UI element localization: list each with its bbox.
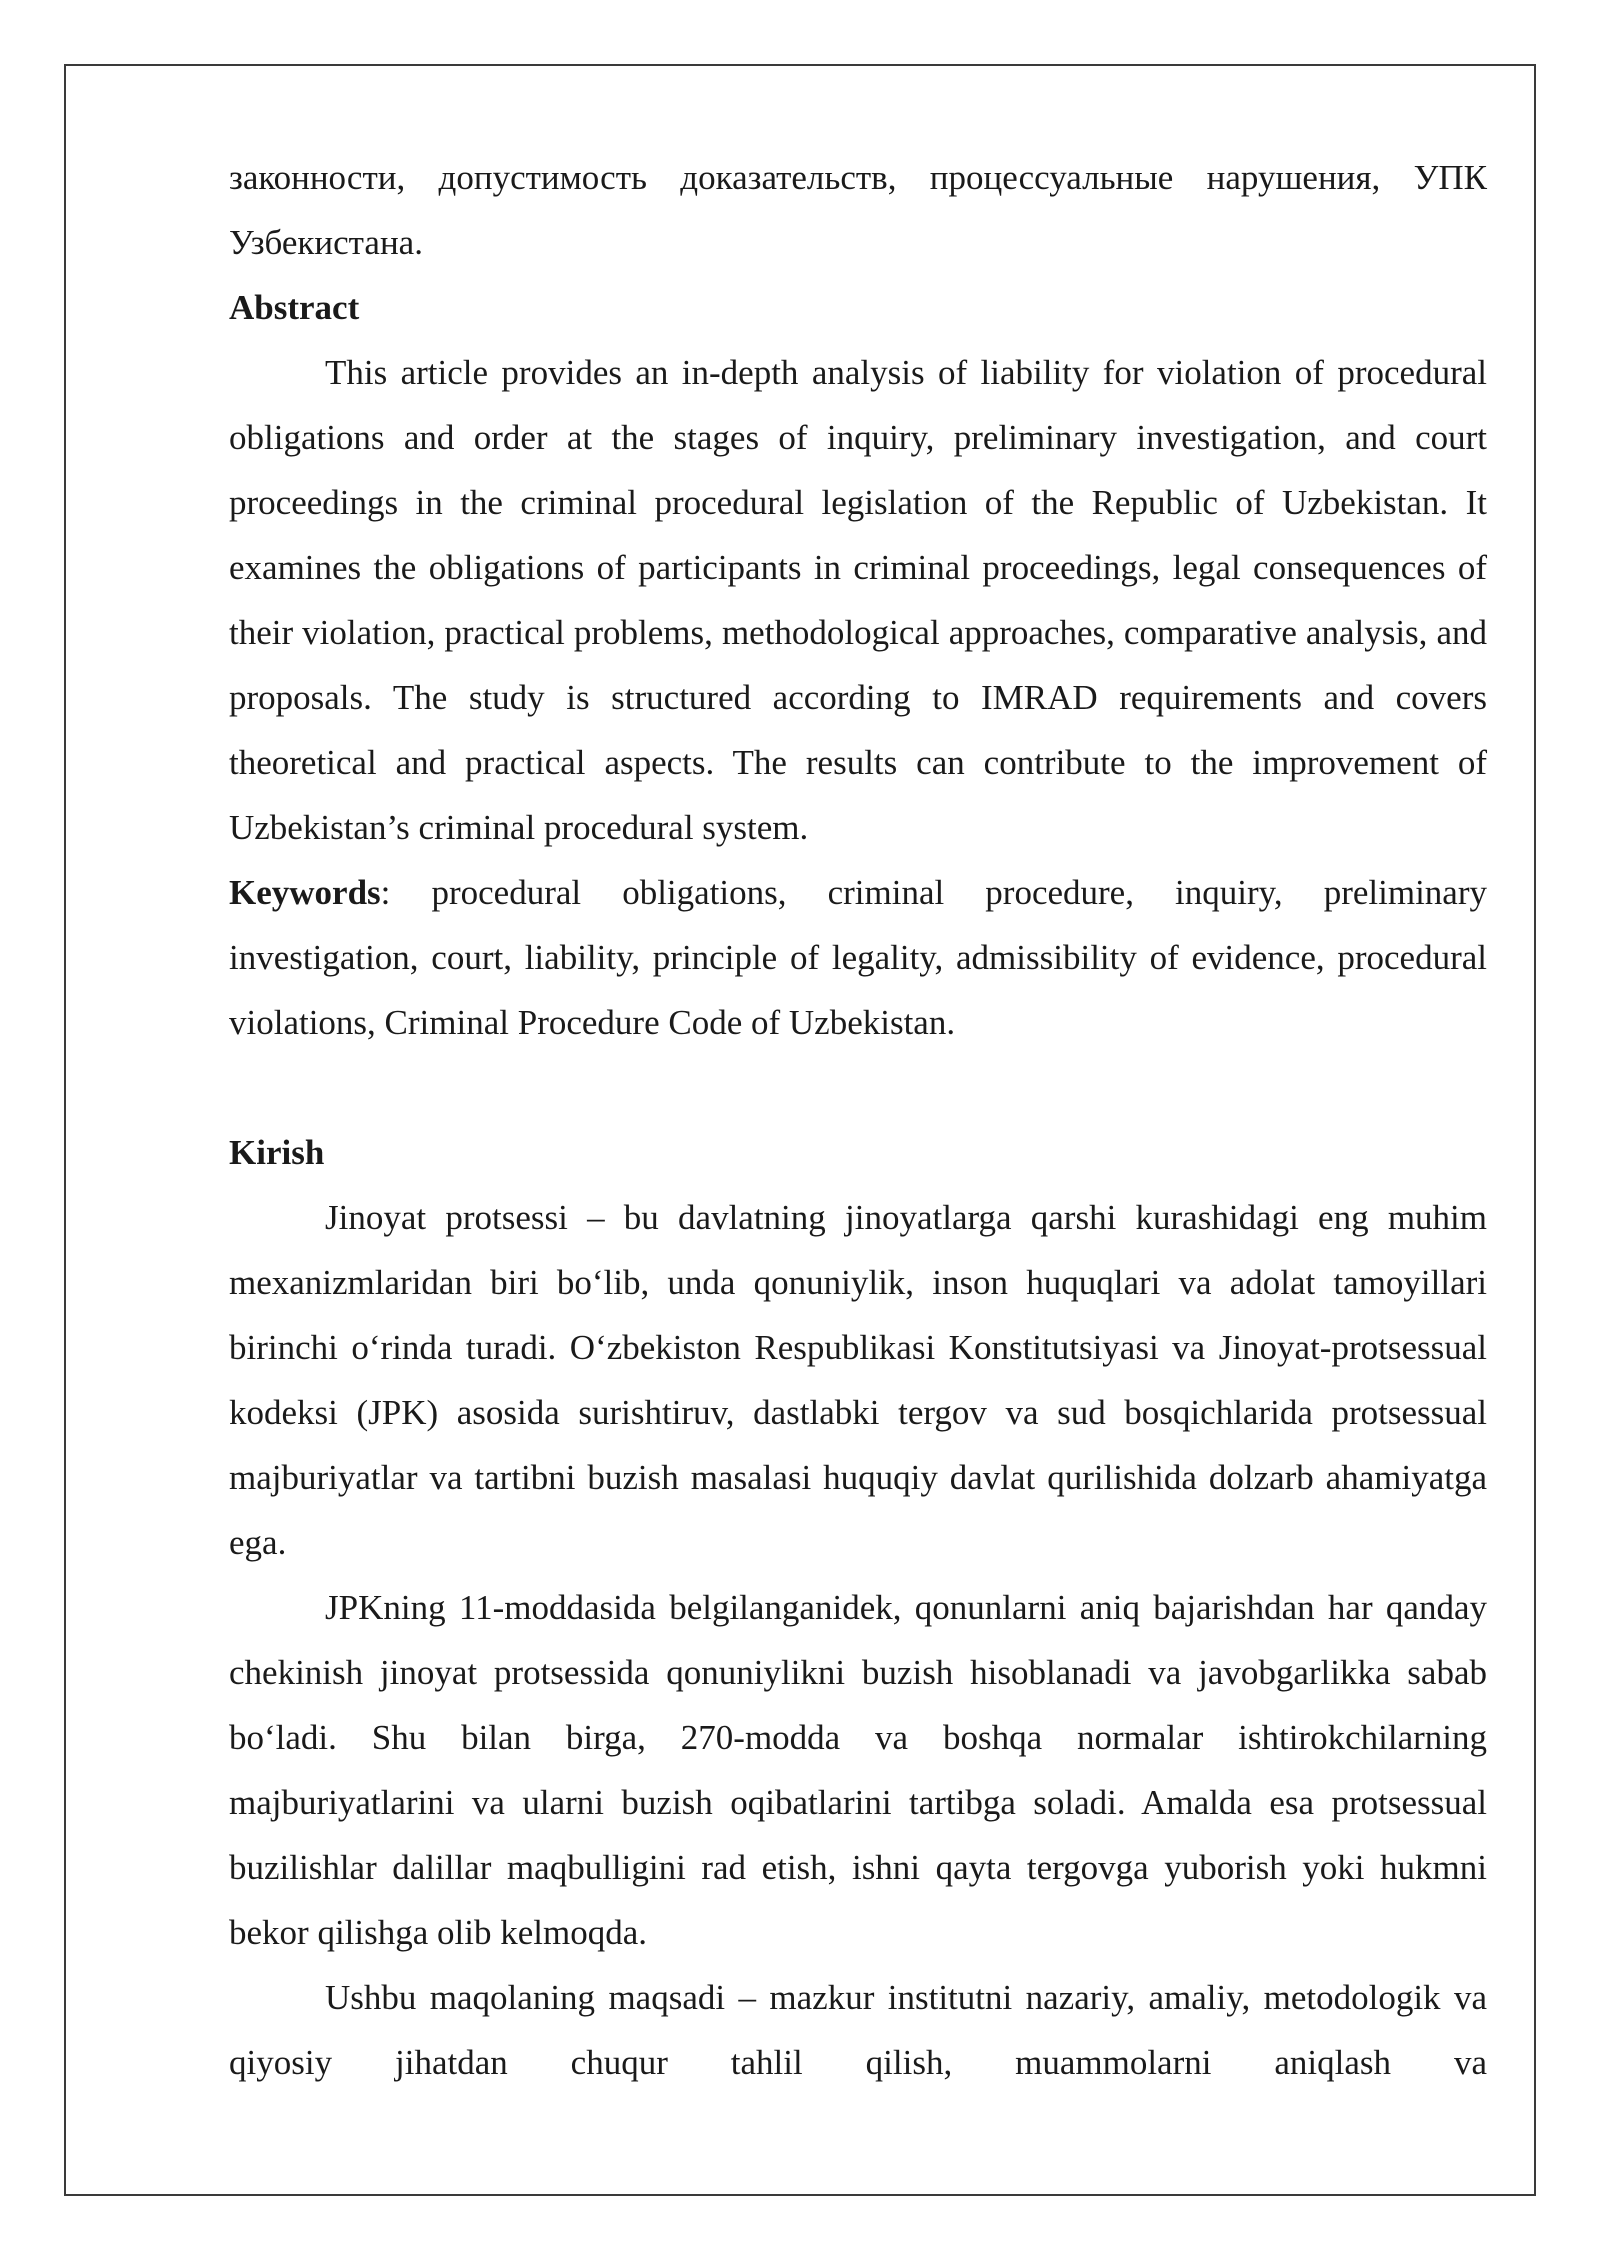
section-spacer: [229, 1055, 1487, 1120]
russian-keywords-continuation: законности, допустимость доказательств, процессуальные нарушения, УПК Узбекистана.: [229, 158, 1487, 262]
document-body: [229, 145, 1487, 2095]
abstract-heading: Abstract: [229, 288, 360, 327]
abstract-paragraph: This article provides an in-depth analysis of liability for violation of procedural obligations and order at the stages of inquiry, preliminary investigation, and court proceedings in the criminal procedural legislation of the Republic of Uzbekistan. It examines the obligations of participants in criminal proceedings, legal consequences of their violation, practical problems, methodological approaches, comparative analysis, and proposals. The study is structured according to IMRAD requirements and covers theoretical and practical aspects. The results can contribute to the improvement of Uzbekistan’s criminal procedural system.: [229, 353, 1487, 847]
intro-paragraph-3: Ushbu maqolaning maqsadi – mazkur institutni nazariy, amaliy, metodologik va qiyosiy jihatdan chuqur tahlil qilish, muammolarni aniqlash va: [229, 1978, 1487, 2082]
intro-paragraph-2: JPKning 11-moddasida belgilanganidek, qonunlarni aniq bajarishdan har qanday chekinish jinoyat protsessida qonuniylikni buzish hisoblanadi va javobgarlikka sabab bo‘ladi. Shu bilan birga, 270-modda va boshqa normalar ishtirokchilarning majburiyatlarini va ularni buzish oqibatlarini tartibga soladi. Amalda esa protsessual buzilishlar dalillar maqbulligini rad etish, ishni qayta tergovga yuborish yoki hukmni bekor qilishga olib kelmoqda.: [229, 1588, 1487, 1952]
keywords-paragraph: [229, 860, 1487, 1055]
intro-paragraph-1: Jinoyat protsessi – bu davlatning jinoyatlarga qarshi kurashidagi eng muhim mexanizmlaridan biri bo‘lib, unda qonuniylik, inson huquqlari va adolat tamoyillari birinchi o‘rinda turadi. O‘zbekiston Respublikasi Konstitutsiyasi va Jinoyat-protsessual kodeksi (JPK) asosida surishtiruv, dastlabki tergov va sud bosqichlarida protsessual majburiyatlar va tartibni buzish masalasi huquqiy davlat qurilishida dolzarb ahamiyatga ega.: [229, 1198, 1487, 1562]
keywords-text: : procedural obligations, criminal procedure, inquiry, preliminary investigation, court, liability, principle of legality, admissibility of evidence, procedural violations, Criminal Procedure Code of Uzbekistan.: [229, 873, 1487, 1042]
intro-heading: Kirish: [229, 1133, 325, 1172]
keywords-label: Keywords: [229, 873, 381, 912]
